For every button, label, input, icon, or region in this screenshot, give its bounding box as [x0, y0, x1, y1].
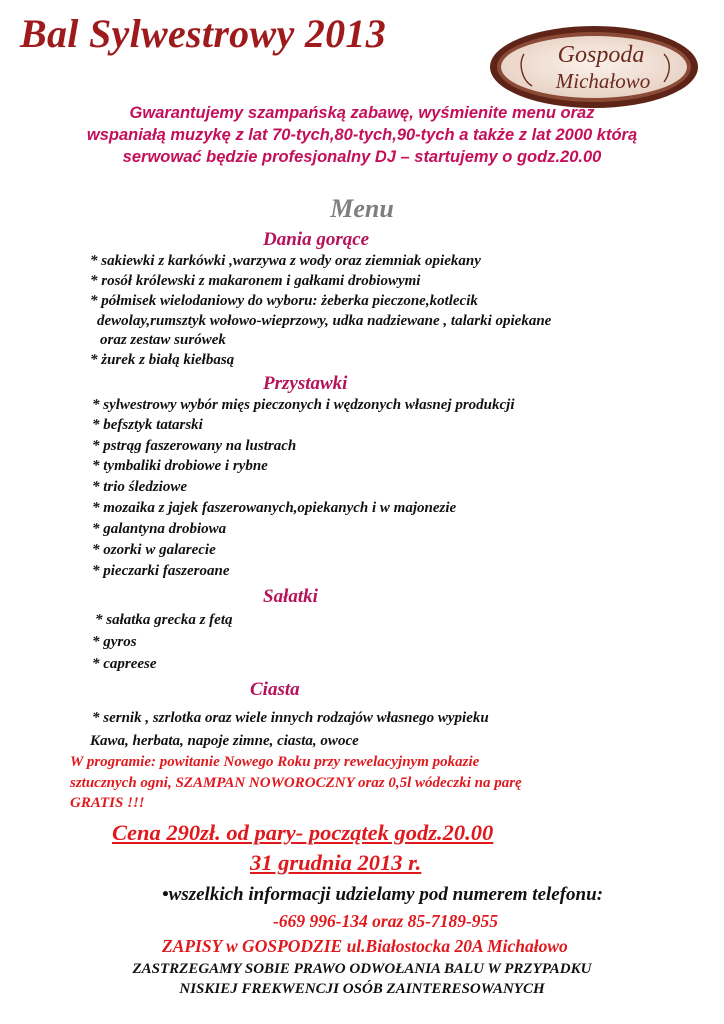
- menu-item: * sernik , szrlotka oraz wiele innych rodzajów własnego wypieku: [92, 710, 489, 726]
- phone-numbers: -669 996-134 oraz 85-7189-955: [273, 911, 499, 931]
- logo-text-michalowo: Michałowo: [555, 69, 651, 93]
- date-line: 31 grudnia 2013 r.: [250, 850, 422, 875]
- menu-item: * sałatka grecka z fetą: [95, 612, 233, 628]
- page-title: Bal Sylwestrowy 2013: [20, 11, 387, 56]
- menu-item: * rosół królewski z makaronem i gałkami drobiowymi: [90, 273, 421, 289]
- disclaimer-line: ZASTRZEGAMY SOBIE PRAWO ODWOŁANIA BALU W PRZYPADKU: [132, 961, 592, 977]
- menu-item: * befsztyk tatarski: [92, 417, 203, 433]
- menu-item: * sakiewki z karkówki ,warzywa z wody oraz ziemniak opiekany: [90, 253, 481, 269]
- menu-item: * żurek z białą kiełbasą: [90, 352, 235, 368]
- program-line: GRATIS !!!: [70, 795, 145, 811]
- menu-item: * ozorki w galarecie: [92, 542, 216, 558]
- menu-item: * galantyna drobiowa: [92, 521, 227, 537]
- section-heading-salatki: Sałatki: [263, 586, 318, 607]
- menu-item: * tymbaliki drobiowe i rybne: [92, 458, 268, 474]
- section-heading-dania-gorace: Dania gorące: [263, 229, 370, 250]
- intro-line: wspaniałą muzykę z lat 70-tych,80-tych,90-tych a także z lat 2000 którą: [86, 126, 638, 144]
- program-line: W programie: powitanie Nowego Roku przy rewelacyjnym pokazie: [70, 754, 480, 770]
- menu-item: * pieczarki faszeroane: [92, 563, 230, 579]
- menu-item: * gyros: [92, 634, 137, 650]
- signup-address: ZAPISY w GOSPODZIE ul.Białostocka 20A Michałowo: [162, 936, 568, 956]
- program-line: sztucznych ogni, SZAMPAN NOWOROCZNY oraz 0,5l wódeczki na parę: [70, 775, 522, 791]
- contact-info: •wszelkich informacji udzielamy pod numerem telefonu:: [162, 884, 604, 905]
- disclaimer-line: NISKIEJ FREKWENCJI OSÓB ZAINTERESOWANYCH: [179, 981, 545, 997]
- menu-heading: Menu: [330, 194, 394, 223]
- menu-item: * capreese: [92, 656, 157, 672]
- menu-item: * mozaika z jajek faszerowanych,opiekanych i w majonezie: [92, 500, 457, 516]
- drinks-line: Kawa, herbata, napoje zimne, ciasta, owoce: [90, 733, 359, 749]
- section-heading-ciasta: Ciasta: [250, 679, 300, 700]
- intro-text: [20, 102, 704, 168]
- intro-line: Gwarantujemy szampańską zabawę, wyśmienite menu oraz: [129, 104, 595, 122]
- intro-line: serwować będzie profesjonalny DJ – startujemy o godz.20.00: [122, 148, 602, 166]
- price-line: Cena 290zł. od pary- początek godz.20.00: [112, 820, 494, 845]
- menu-item: * sylwestrowy wybór mięs pieczonych i wędzonych własnej produkcji: [92, 397, 515, 413]
- menu-item: * trio śledziowe: [92, 479, 188, 495]
- section-heading-przystawki: Przystawki: [263, 373, 348, 394]
- menu-item: dewolay,rumsztyk wołowo-wieprzowy, udka nadziewane , talarki opiekane: [97, 313, 552, 329]
- logo-text-gospoda: Gospoda: [557, 42, 645, 68]
- menu-item: * półmisek wielodaniowy do wyboru: żeberka pieczone,kotlecik: [90, 293, 478, 309]
- gospoda-michalowo-logo: [488, 24, 700, 110]
- menu-item: oraz zestaw surówek: [100, 332, 226, 348]
- menu-item: * pstrąg faszerowany na lustrach: [92, 438, 297, 454]
